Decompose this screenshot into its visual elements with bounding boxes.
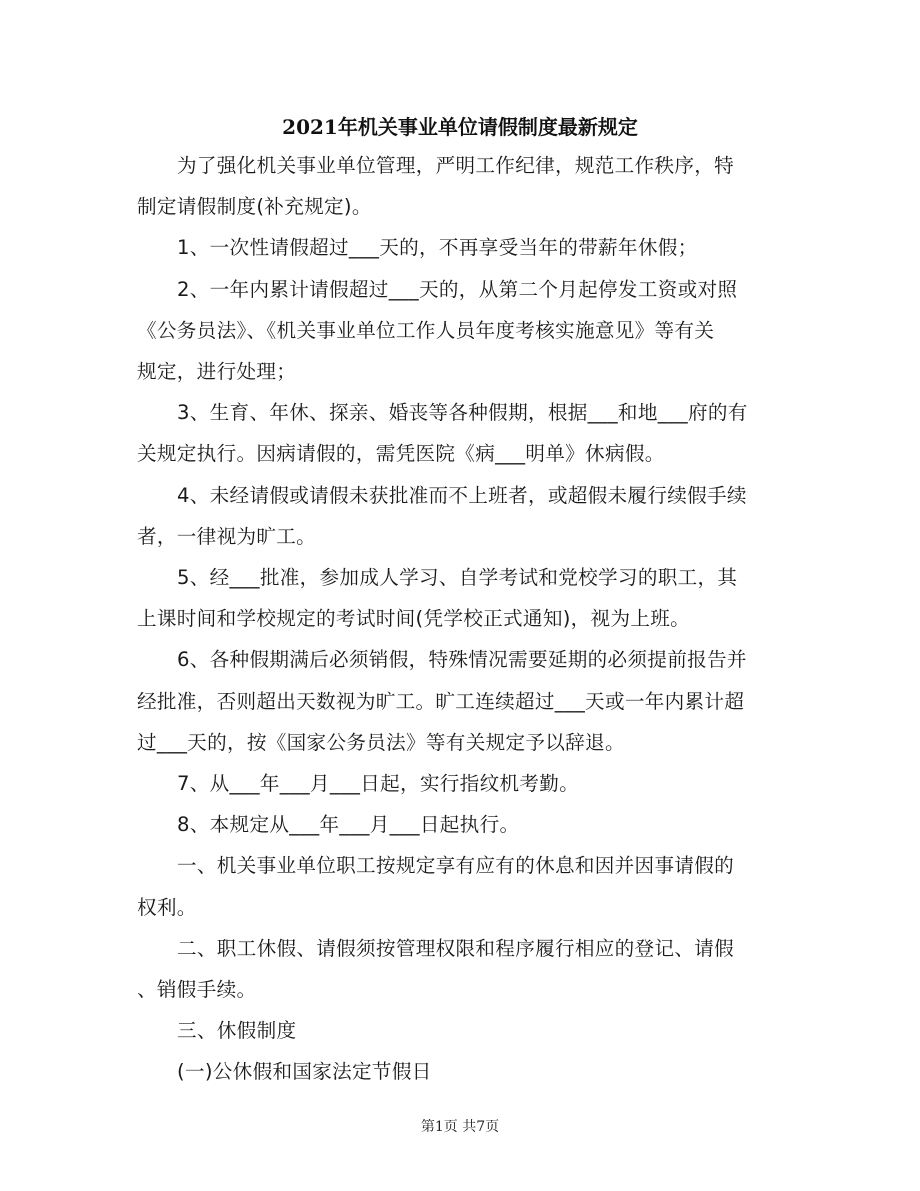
body-line: 三、休假制度 (177, 1019, 297, 1042)
body-line: 3、生育、年休、探亲、婚丧等各种假期，根据___和地___府的有 (177, 401, 748, 424)
body-line: 关规定执行。因病请假的，需凭医院《病___明单》休病假。 (137, 442, 665, 465)
body-line: 1、一次性请假超过___天的，不再享受当年的带薪年休假； (177, 236, 698, 259)
body-line: 规定，进行处理； (137, 360, 297, 383)
body-line: 二、职工休假、请假须按管理权限和程序履行相应的登记、请假 (177, 937, 735, 960)
page-footer: 第1页 共7页 (420, 1119, 500, 1135)
body-line: 者，一律视为旷工。 (137, 525, 317, 548)
body-line: 权利。 (137, 896, 197, 919)
body-line: 制定请假制度(补充规定)。 (137, 195, 372, 218)
body-line: 《公务员法》、《机关事业单位工作人员年度考核实施意见》等有关 (137, 319, 715, 342)
body-line: 8、本规定从___年___月___日起执行。 (177, 813, 520, 836)
body-line: 4、未经请假或请假未获批准而不上班者，或超假未履行续假手续 (177, 484, 747, 507)
body-line: 5、经___批准，参加成人学习、自学考试和党校学习的职工，其 (177, 566, 738, 589)
body-line: 6、各种假期满后必须销假，特殊情况需要延期的必须提前报告并 (177, 648, 747, 671)
body-line: 过___天的，按《国家公务员法》等有关规定予以辞退。 (137, 731, 625, 754)
body-line: 上课时间和学校规定的考试时间(凭学校正式通知)，视为上班。 (137, 607, 691, 630)
body-line: 2、一年内累计请假超过___天的，从第二个月起停发工资或对照 (177, 278, 738, 301)
body-line: 一、机关事业单位职工按规定享有应有的休息和因并因事请假的 (177, 854, 735, 877)
body-line: 7、从___年___月___日起，实行指纹机考勤。 (177, 772, 580, 795)
body-line: 为了强化机关事业单位管理，严明工作纪律，规范工作秩序，特 (177, 154, 735, 177)
document-title: 2021年机关事业单位请假制度最新规定 (282, 115, 638, 139)
body-line: 经批准，否则超出天数视为旷工。旷工连续超过___天或一年内累计超 (137, 690, 745, 713)
body-line: (一)公休假和国家法定节假日 (177, 1060, 432, 1083)
body-line: 、销假手续。 (137, 978, 257, 1001)
